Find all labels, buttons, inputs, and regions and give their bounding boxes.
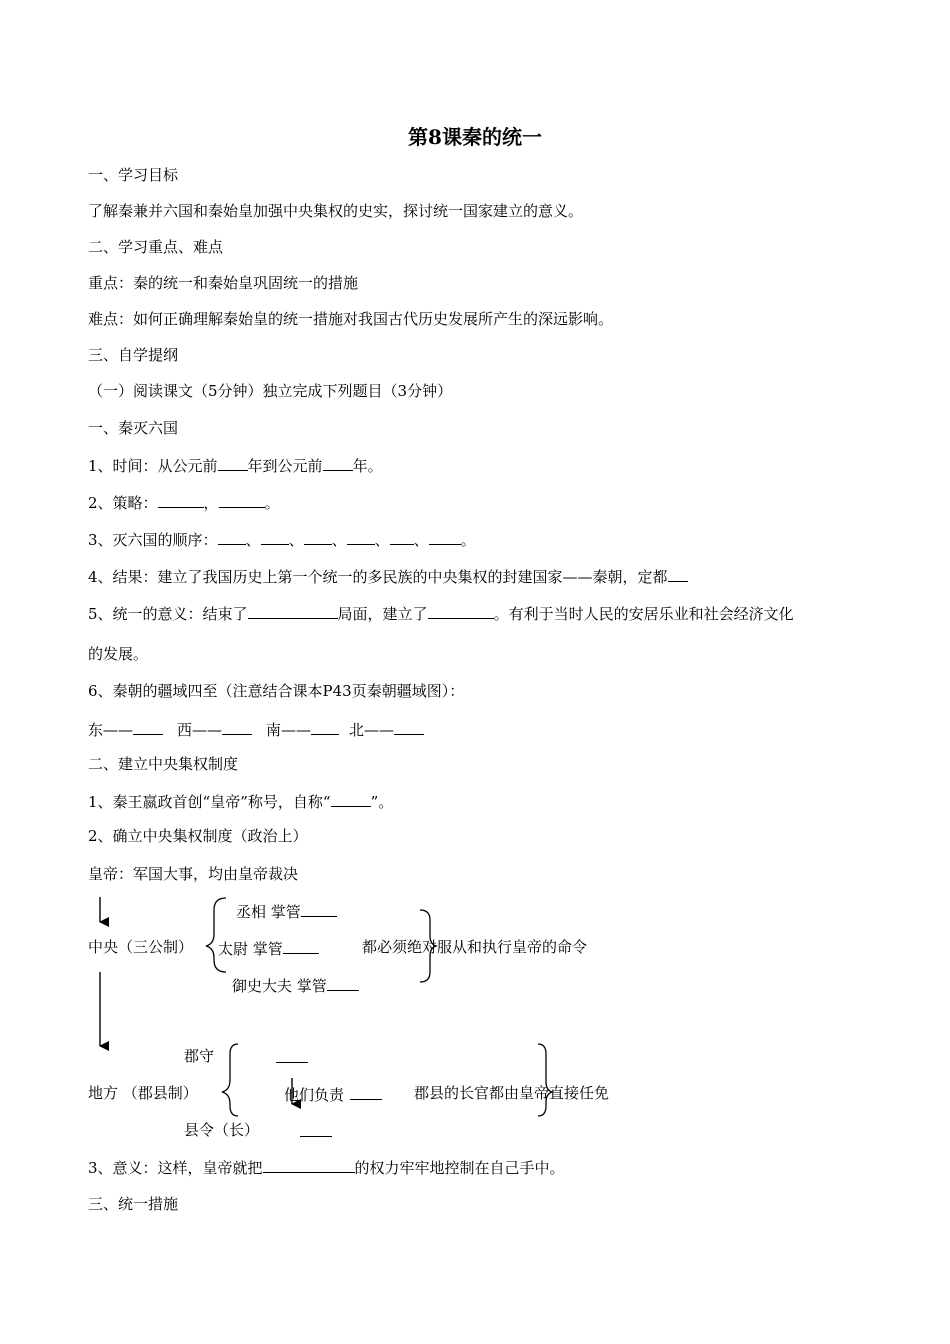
section-key-heading: 二、学习重点、难点 <box>88 238 224 256</box>
part3-heading: 三、统一措施 <box>88 1195 179 1213</box>
part2-heading: 二、建立中央集权制度 <box>88 755 239 773</box>
section-goals-text: 了解秦兼并六国和秦始皇加强中央集权的史实，探讨统一国家建立的意义。 <box>88 202 584 220</box>
q-text: 3、灭六国的顺序： <box>88 531 218 549</box>
q-text: 1、秦王嬴政首创“皇帝”称号，自称“ <box>88 793 331 811</box>
q-text: ， <box>203 494 219 512</box>
question-system: 2、确立中央集权制度（政治上） <box>88 827 308 845</box>
dir-west: 西—— <box>177 721 223 739</box>
q-text: 5、统一的意义：结束了 <box>88 605 248 623</box>
left-brace <box>222 1044 238 1116</box>
separator: 、 <box>288 531 304 549</box>
q-text: 年到公元前 <box>247 457 323 475</box>
question-territory: 6、秦朝的疆域四至（注意结合课本P43页秦朝疆域图）： <box>88 682 465 700</box>
dir-south: 南—— <box>266 721 312 739</box>
section-outline-heading: 三、自学提纲 <box>88 346 179 364</box>
q-text: 的权力牢牢地控制在自己手中。 <box>354 1159 565 1177</box>
separator: 、 <box>413 531 429 549</box>
emperor-line: 皇帝：军国大事，均由皇帝裁决 <box>88 865 299 883</box>
xianling-label: 县令（长） <box>184 1121 260 1139</box>
taiwei-line: 太尉 掌管 <box>218 938 319 958</box>
q-text: 4、结果：建立了我国历史上第一个统一的多民族的中央集权的封建国家——秦朝，定都 <box>88 568 668 586</box>
junshou-label: 郡守 <box>184 1047 215 1065</box>
page-title: 第8课秦的统一 <box>408 125 542 149</box>
q-text: 。有利于当时人民的安居乐业和社会经济文化 <box>493 605 794 623</box>
separator: 、 <box>374 531 390 549</box>
appoint-text: 郡县的长官都由皇帝直接任免 <box>414 1084 610 1102</box>
reading-instruction: （一）阅读课文（5分钟）独立完成下列题目（3分钟） <box>88 382 453 400</box>
part1-heading: 一、秦灭六国 <box>88 419 179 437</box>
q-text: 2、策略： <box>88 494 158 512</box>
section-goals-heading: 一、学习目标 <box>88 166 179 184</box>
central-label: 中央（三公制） <box>88 938 194 956</box>
right-brace <box>420 910 436 982</box>
q-text: 局面，建立了 <box>337 605 428 623</box>
key-point: 重点：秦的统一和秦始皇巩固统一的措施 <box>88 274 359 292</box>
obey-text: 都必须绝对服从和执行皇帝的命令 <box>362 938 588 956</box>
difficult-point: 难点：如何正确理解秦始皇的统一措施对我国古代历史发展所产生的深远影响。 <box>88 310 614 328</box>
separator: 、 <box>245 531 261 549</box>
q-text: 3、意义：这样，皇帝就把 <box>88 1159 263 1177</box>
they-line: 他们负责 <box>284 1084 382 1104</box>
separator: 。 <box>460 531 476 549</box>
chancellor-line: 丞相 掌管 <box>236 901 337 921</box>
q-text: 。 <box>264 494 280 512</box>
right-brace <box>538 1044 552 1116</box>
q-text: 年。 <box>352 457 383 475</box>
separator: 、 <box>331 531 347 549</box>
question-significance-cont: 的发展。 <box>88 645 149 663</box>
dir-east: 东—— <box>88 721 134 739</box>
local-label: 地方 （郡县制） <box>88 1084 198 1102</box>
q-text: ”。 <box>370 793 394 811</box>
left-brace <box>206 898 226 972</box>
dir-north: 北—— <box>349 721 395 739</box>
q-text: 1、时间：从公元前 <box>88 457 218 475</box>
yushi-line: 御史大夫 掌管 <box>232 975 359 995</box>
